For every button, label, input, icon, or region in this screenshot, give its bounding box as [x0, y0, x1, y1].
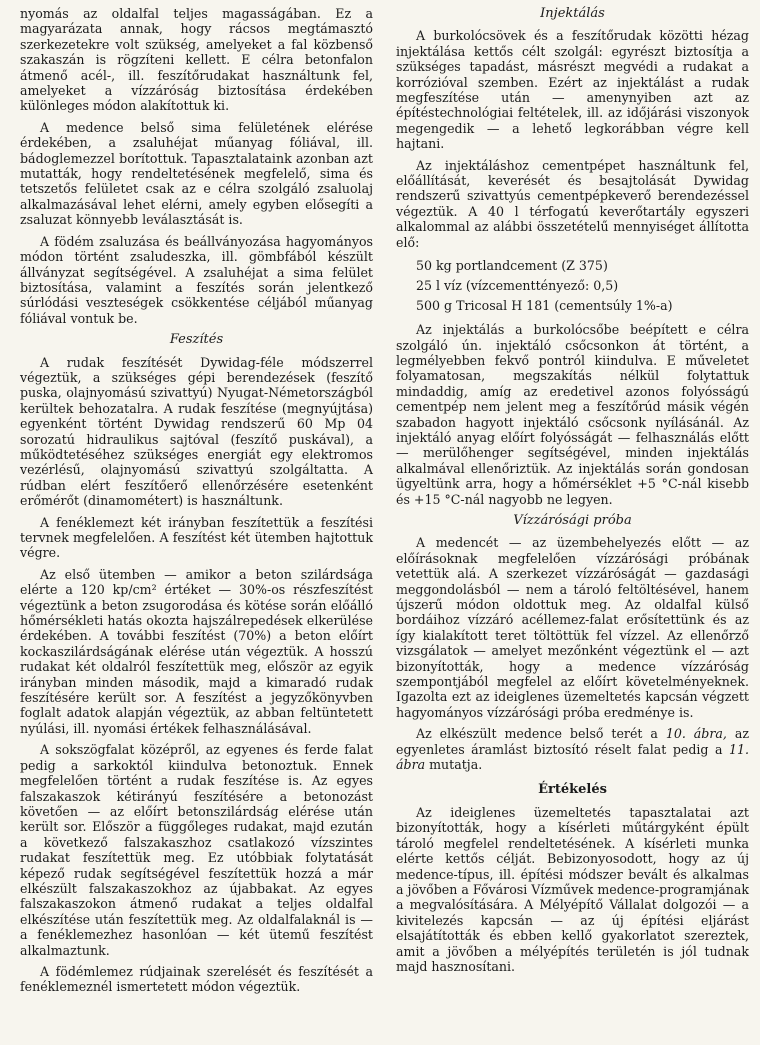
mix-item: 50 kg portlandcement (Z 375)	[416, 258, 608, 274]
right-column	[396, 6, 749, 1045]
paragraph: A medencét — az üzembehelyezés előtt — az előírásoknak megfelelően vízzárósági próbának vetettük alá. A szerkezet vízzáróságát — gazdasági meggondolásból — nem a tároló feltöltésével, hanem újszerű módon oldottuk meg. Az oldalfal külső bordáihoz vízzáró acéllemez-falat erősítettünk és az így kialakított teret töltöttük fel vízzel. Az ellenőrző vizsgálatok — amelyet mezőnként végeztünk el — azt bizonyították, hogy a medence vízzáróság szempontjából megfelel az előírt követelményeknek. Igazolta ezt az ideiglenes üzemeltetés kapcsán végzett hagyományos vízzárósági próba eredménye is.	[396, 535, 749, 720]
section-heading-vizzarosagi-proba: Vízzárósági próba	[513, 512, 632, 528]
figure-reference-paragraph	[396, 726, 749, 772]
text-run: az egyenletes áramlást biztosító réselt falat pedig a	[396, 726, 749, 757]
figure-ref-11: 11. ábra	[396, 741, 749, 773]
left-column	[20, 6, 373, 1045]
text-run: mutatja.	[425, 757, 483, 773]
mix-composition-list	[396, 256, 749, 316]
mix-item: 500 g Tricosal H 181 (cementsúly 1%-a)	[416, 298, 673, 314]
mix-item: 25 l víz (vízcementtényező: 0,5)	[416, 278, 619, 294]
paragraph: Az első ütemben — amikor a beton szilárdsága elérte a 120 kp/cm² értéket — 30%-os részfeszítést végeztünk a beton zsugorodása és kötése során előálló hőmérsékleti hatás okozta hajszálrepedések elkerülése érdekében. A további feszítést (70%) a beton előírt kockaszilárdságának elérése után végeztük. A hosszú rudakat két oldalról feszítettük meg, először az egyik irányban minden második, majd a kimaradó rudak feszítésére került sor. A feszítést a jegyzőkönyvben foglalt adatok alapján végeztük, az abban feltüntetett nyúlási, ill. nyomási értékek felhasználásával.	[20, 566, 373, 736]
paragraph: A fenéklemezt két irányban feszítettük a feszítési tervnek megfelelően. A feszítést két ütemben hajtottuk végre.	[20, 514, 373, 561]
paragraph: A födémlemez rúdjainak szerelését és feszítését a fenéklemeznél ismertetett módon végeztük.	[20, 963, 373, 995]
paragraph: A rudak feszítését Dywidag-féle módszerrel végeztük, a szükséges gépi berendezések (feszítő puska, olajnyomású szivattyú) Nyugat-Németországból kerültek behozatalra. A rudak feszítése (megnyújtása) egyenként történt Dywidag rendszerű 60 Mp 04 sorozatú hidraulikus sajtóval (feszítő puskával), a működtetéséhez szükséges energiát egy elektromos vezérlésű, olajnyomású szivattyú szolgáltatta. A rúdban elért feszítőerő ellenőrzésére esetenként erőmérőt (dinamométert) is használtunk.	[20, 354, 373, 509]
paragraph: A burkolócsövek és a feszítőrudak közötti hézag injektálása kettős célt szolgál: egyrészt biztosítja a szükséges tapadást, másrészt megvédi a rudakat a korrózióval szemben. Ezért az injektálást a rudak megfeszítése után — amenynyiben azt az építéstechnológiai feltételek, ill. az időjárási viszonyok megengedik — a lehető legkorábban végre kell hajtani.	[396, 28, 749, 152]
paragraph: A medence belső sima felületének elérése érdekében, a zsaluhéjat műanyag fóliával, ill. bádoglemezzel borítottuk. Tapasztalataink azonban azt mutatták, hogy rendeltetésének megfelelő, sima és tetszetős felületet csak az e célra szolgáló zsaluolaj alkalmazásával lehet elérni, amely egyben elősegíti a zsaluzat könnyebb leválasztását is.	[20, 119, 373, 228]
paragraph: nyomás az oldalfal teljes magasságában. Ez a magyarázata annak, hogy rácsos megtámasztó szerkezetekre volt szükség, amelyeket a fal közbenső szakaszán is rögzíteni kellett. E célra betonfalon átmenő acél-, ill. feszítőrudakat használtunk fel, amelyeket a vízzáróság biztosítása érdekében különleges módon alakítottuk ki.	[20, 6, 373, 114]
figure-ref-10: 10. ábra,	[665, 726, 727, 742]
section-heading-ertekeles: Értékelés	[538, 782, 607, 798]
paragraph: A födém zsaluzása és beállványozása hagyományos módon történt zsaludeszka, ill. gömbfából készült állványzat segítségével. A zsaluhéjat a sima felület biztosítása, valamint a feszítés során jelentkező súrlódási veszteségek csökkentése céljából műanyag fóliával vontuk be.	[20, 233, 373, 326]
paragraph: A sokszögfalat középről, az egyenes és ferde falat pedig a sarkoktól kiindulva betonoztuk. Ennek megfelelően történt a rudak feszítése is. Az egyes falszakaszok kétirányú feszítésére a betonozást követően — az előírt betonszilárdság elérése után került sor. Először a függőleges rudakat, majd ezután a következő falszakaszhoz csatlakozó vízszintes rudakat feszítettük meg. Ez utóbbiak folytatását képező rudak segítségével feszítettük hozzá a már elkészült falszakaszokhoz az újabbakat. Az egyes falszakaszokon átmenő rudakat a teljes oldalfal elkészítése után feszítettük meg. Az oldalfalaknál is — a fenéklemezhez hasonlóan — két ütemű feszítést alkalmaztunk.	[20, 742, 373, 958]
paragraph: Az injektáláshoz cementpépet használtunk fel, előállítását, keverését és besajtolását Dywidag rendszerű szivattyús cementpépkeverő berendezéssel végeztük. A 40 l térfogatú keverőtartály egyszeri alkalommal az alábbi összetételű mennyiséget állította elő:	[396, 157, 749, 250]
paragraph: Az injektálás a burkolócsőbe beépített e célra szolgáló ún. injektáló csőcsonkon át történt, a legmélyebben fekvő pontról kiindulva. E műveletet folyamatosan, megszakítás nélkül folytattuk mindaddig, amíg az eredetivel azonos folyósságú cementpép nem jelent meg a feszítőrúd másik végén szabadon hagyott injektáló csőcsonk nyílásánál. Az injektáló anyag előírt folyósságát — felhasználás előtt — merülőhenger segítségével, minden injektálás alkalmával ellenőriztük. Az injektálás során gondosan ügyeltünk arra, hogy a hőmérséklet +5 °C-nál kisebb és +15 °C-nál nagyobb ne legyen.	[396, 322, 749, 507]
section-heading-feszites: Feszítés	[169, 332, 224, 348]
text-run: Az elkészült medence belső terét a	[416, 726, 666, 742]
section-heading-injektalas: Injektálás	[540, 6, 605, 21]
paragraph: Az ideiglenes üzemeltetés tapasztalatai azt bizonyították, hogy a kísérleti műtárgyként épült tároló megfelel rendeltetésének. A kísérleti munka elérte kettős célját. Bebizonyosodott, hogy az új medence-típus, ill. építési módszer bevált és alkalmas a jövőben a Fővárosi Vízművek medence-programjának a megvalósítására. A Mélyépítő Vállalat dolgozói — a kivitelezés kapcsán — az új építési eljárást elsajátították és ebben kellő gyakorlatot szereztek, amit a jövőben a mélyépítés területén is jól tudnak majd hasznosítani.	[396, 804, 749, 974]
